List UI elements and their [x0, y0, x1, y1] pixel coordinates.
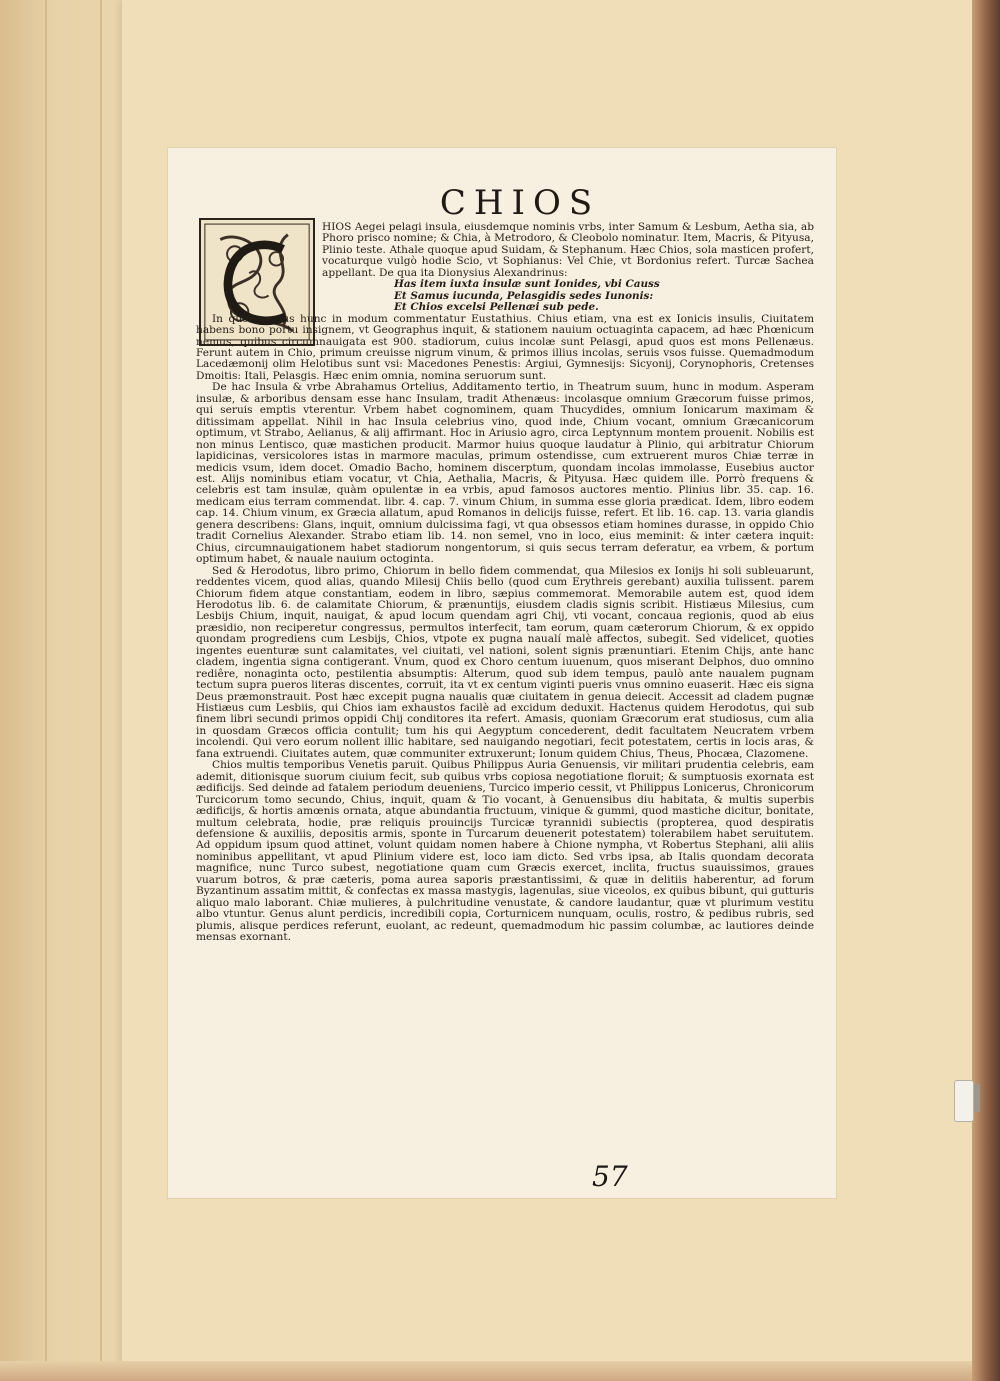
verse-line: Has item iuxta insulæ sunt Ionides, vbi Causs — [394, 278, 660, 291]
paper-clip-icon — [974, 1084, 980, 1112]
page-number: 57 — [592, 1160, 628, 1193]
paragraph: De hac Insula & vrbe Abrahamus Ortelius, Additamento tertio, in Theatrum suum, hunc in modum. Asperam insulæ, & arboribus densam esse hanc Insulam, tradit Athenæus: incolasque omnium Græcorum fuisse primos, qui seruis emptis vterentur. Vrbem habet cognominem, quam Thucydides, omnium Ionicarum maximam & ditissimam appellat. Nihil in hac Insula celebrius vino, quod inde, Chium vocant, omnium Græcanicorum optimum, vt Strabo, Aelianus, & alij affirmant. Hoc in Ariusio agro, circa Leptynnum montem prouenit. Nobilis est non minus Lentisco, quæ mastichen producit. Marmor huius quoque laudatur à Plinio, qui arbitratur Chiorum lapidicinas, versicolores istas in marmore maculas, primum ostendisse, cum extruerent muros Chiæ terræ in medicis vsum, idem docet. Omadio Bacho, hominem discerptum, quondam incolas immolasse, Eusebius auctor est. Alijs nominibus etiam vocatur, vt Chia, Aethalia, Macris, & Pityusa. Hæc quidem ille. Porrò frequens & celebris est tam insulæ, quàm opulentæ in ea vrbis, apud famosos auctores mentio. Plinius libr. 35. cap. 16. medicam eius terram commendat. libr. 4. cap. 7. vinum Chium, in summa esse gloria prædicat. Idem, libro eodem cap. 14. Chium vinum, ex Græcia allatum, apud Romanos in delicijs fuisse, refert. Et lib. 16. cap. 13. varia glandis genera describens: Glans, inquit, omnium dulcissima fagi, vt qua obsessos etiam homines durasse, in oppido Chio tradit Cornelius Alexander. Strabo etiam lib. 14. non semel, vno in loco, eius meminit: & inter cætera inquit: Chius, circumnauigationem habet stadiorum nongentorum, si quis secus terram deferatur, ea vrbem, & portum optimum habet, & nauale nauium octoginta. — [196, 381, 814, 566]
page-edge — [972, 0, 1000, 1381]
opening-paragraph — [196, 222, 814, 279]
body-text — [196, 222, 814, 1162]
page-gutter — [0, 0, 140, 1381]
paragraph: Sed & Herodotus, libro primo, Chiorum in bello fidem commendat, qua Milesios ex Ionijs hi soli subleuarunt, reddentes vicem, quod alias, quando Milesij Chiis bello (quod cum Erythreis gerebant) auxilia tulissent. parem Chiorum fidem atque constantiam, eodem in libro, sæpius commemorat. Memorabile autem est, quod idem Herodotus lib. 6. de calamitate Chiorum, & prænuntijs, eiusdem cladis signis scribit. Histiæus Milesius, cum Lesbijs Chium, inquit, nauigat, & apud locum quendam agri Chij, vti vocant, concaua regionis, quod ab eius præsidio, non reciperetur congressus, permultos interfecit, tam eorum, quam cæterorum Chiorum, & ex oppido quondam progrediens cum Lesbijs, Chios, vtpote ex pugna naualí malè affectos, subegit. Sed videlicet, quoties ingentes euenturæ sunt calamitates, vel ciuitati, vel nationi, solent signis prænuntiari. Etenim Chijs, ante hanc cladem, ingentia signa contigerant. Vnum, quod ex Choro centum iuuenum, quos miserant Delphos, duo omnino rediêre, nonaginta octo, pestilentia absumptis: Alterum, quod sub idem tempus, paulò ante naualem pugnam tectum supra pueros literas discentes, corruit, ita vt ex centum viginti pueris vnus omnino euaserit. Hæc eis signa Deus præmonstrauit. Post hæc excepit pugna naualis quæ ciuitatem in genua deiecit. Accessit ad cladem pugnæ Histiæus cum Lesbiis, qui Chios iam exhaustos facilè ad excidum deduxit. Hactenus quidem Herodotus, qui sub finem libri secundi primos oppidi Chij conditores ita refert. Amasis, quoniam Græcorum erat studiosus, cum alia in quosdam Græcos officia contulit; tum his qui Aegyptum concederent, dedit facultatem Neucratem vrbem incolendi. Qui vero eorum nollent illic habitare, sed nauigando negotiari, fecit potestatem, certis in locis aras, & fana extruendi. Ciuitates autem, quæ communiter extruxerunt; Ionum quidem Chius, Theus, Phocæa, Clazomene. — [196, 564, 814, 760]
paragraph: Chios multis temporibus Venetis paruit. Quibus Philippus Auria Genuensis, vir militari prudentia celebris, eam ademit, ditionisque suorum ciuium fecit, sub quibus vrbs copiosa negotiatione floruit; & sumptuosis exornata est ædificijs. Sed deinde ad fatalem periodum deueniens, Turcico imperio cessit, vt Philippus Lonicerus, Chronicorum Turcicorum tomo secundo, Chius, inquit, quam & Tio vocant, à Genuensibus diu habitata, & multis superbis ædificijs, & hortis amœnis ornata, atque abundantia fructuum, vinique & gummi, quod mastiche dicitur, bonitate, multum celebrata, hodie, præ reliquis prouincijs Turcicæ tyrannidi subiectis (propterea, quod despiratis defensione & auxiliis, depositis armis, sponte in Turcarum deuenerit potestatem) tolerabilem habet seruitutem. Ad oppidum ipsum quod attinet, volunt quidam nomen habere à Chione nympha, vt Robertus Stephani, alii aliis nominibus appellitant, vt apud Plinium videre est, loco iam dicto. Sed vrbs ipsa, ab Italis quondam decorata magnifice, nunc Turco subest, negotiatione quam cum Græcis exercet, inclita, fructus suauissimos, graues vuarum botros, & præ cæteris, poma aurea saporis præstantissimi, & quæ in delitiis haberentur, ad forum Byzantinum assatim mittit, & confectas ex massa mastygis, lagenulas, siue viceolos, ex quibus bibunt, qui gutturis aliquo malo laborant. Chiæ mulieres, à pulchritudine venustate, & candore laudantur, quæ vt plurimum vestitu albo vtuntur. Genus alunt perdicis, incredibili copia, Corturnicem nunquam, oculis, rostro, & pedibus rubris, sed plumis, alisque perdices referunt, euolant, ac redeunt, quemadmodum hic passim columbæ, ac lautiores deinde mensas exornant. — [196, 759, 814, 944]
fold-line — [100, 0, 102, 1381]
verse-line: Et Chios excelsi Pellenæi sub pede. — [394, 301, 599, 314]
paper-clip-tab — [954, 1080, 974, 1122]
opening-lead: HIOS — [322, 221, 352, 233]
page-title: CHIOS — [439, 183, 601, 223]
page-bottom-edge — [0, 1361, 972, 1381]
opening-text: Aegei pelagi insula, eiusdemque nominis vrbs, inter Samum & Lesbum, Aetha sia, ab Phoro prisco nomine; & Chia, à Metrodoro, & Cleobolo nominatur. Item, Macris, & Pityusa, Plinio teste. Athale quoque apud Suidam, & Stephanum. Hæc Chios, sola masticen profert, vocaturque vulgò hodie Scio, vt Sophianus: Vel Chie, vt Bordonius refert. Turcæ Sachea appellant. De qua ita Dionysius Alexandrinus: — [322, 221, 814, 279]
fold-line — [45, 0, 47, 1381]
paragraph: In quos versus hunc in modum commentatur Eustathius. Chius etiam, vna est ex Ionicis insulis, Ciuitatem habens bono portu insignem, vt Geographus inquit, & stationem nauium octuaginta capacem, ad hæc Phœnicum nemus, quibus circumnauigata est 900. stadiorum, cuius incolæ sunt Pelasgi, apud quos est mons Pellenæus. Ferunt autem in Chio, primum creuisse nigrum vinum, & primos illius incolas, seruis vsos fuisse. Quemadmodum Lacedæmonij olim Helotibus sunt vsi: Macedones Penestis: Argiui, Gymnesijs: Sicyonij, Corynophoris, Cretenses Dmoitis: Itali, Pelasgis. Hæc enim omnia, nomina seruorum sunt. — [196, 312, 814, 382]
verse-line: Et Samus iucunda, Pelasgidis sedes Iunonis: — [394, 289, 654, 302]
